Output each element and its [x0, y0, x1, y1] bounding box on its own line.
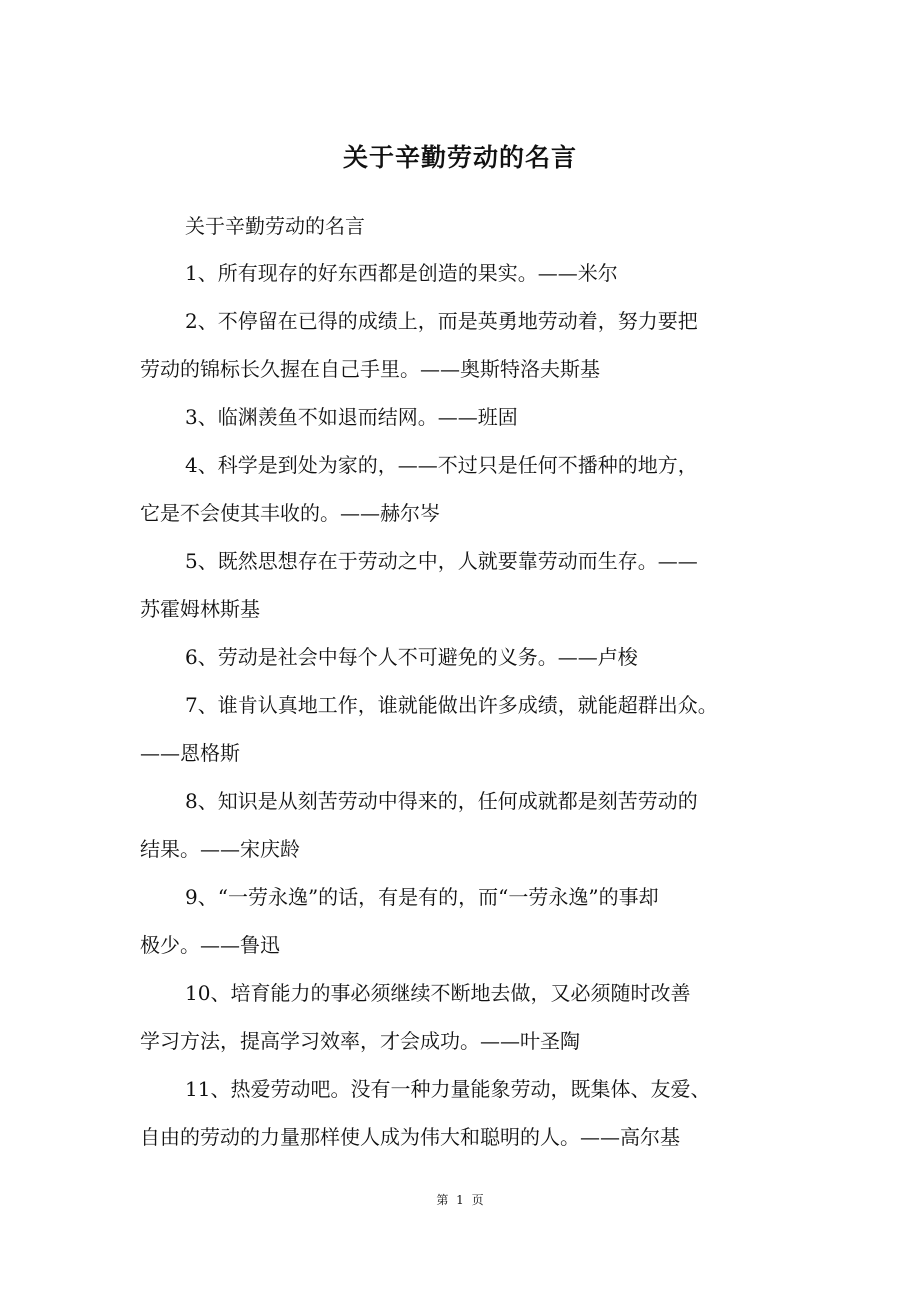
quote-5-line-1: 5、既然思想存在于劳动之中，人就要靠劳动而生存。——	[185, 549, 698, 573]
subtitle-line: 关于辛勤劳动的名言	[185, 214, 365, 238]
quote-5-line-2: 苏霍姆林斯基	[140, 597, 260, 621]
quote-11-line-1: 11、热爱劳动吧。没有一种力量能象劳动，既集体、友爱、	[185, 1077, 711, 1101]
quote-4-line-2: 它是不会使其丰收的。——赫尔岑	[140, 501, 440, 525]
quote-10-line-2: 学习方法，提高学习效率，才会成功。——叶圣陶	[140, 1029, 580, 1053]
quote-9-line-2: 极少。——鲁迅	[140, 933, 280, 957]
quote-10-line-1: 10、培育能力的事必须继续不断地去做，又必须随时改善	[185, 981, 691, 1005]
quote-8-line-1: 8、知识是从刻苦劳动中得来的，任何成就都是刻苦劳动的	[185, 789, 698, 813]
quote-7-line-1: 7、谁肯认真地工作，谁就能做出许多成绩，就能超群出众。	[185, 693, 718, 717]
quote-8-line-2: 结果。——宋庆龄	[140, 837, 300, 861]
quote-3-line-1: 3、临渊羡鱼不如退而结网。——班固	[185, 405, 518, 429]
quote-4-line-1: 4、科学是到处为家的，——不过只是任何不播种的地方，	[185, 453, 698, 477]
page-title: 关于辛勤劳动的名言	[342, 143, 577, 172]
page-footer	[0, 1192, 920, 1208]
footer-page-number: 1	[456, 1193, 464, 1207]
quote-1-line-1: 1、所有现存的好东西都是创造的果实。——米尔	[185, 261, 618, 285]
footer-prefix: 第	[436, 1193, 449, 1207]
quote-11-line-2: 自由的劳动的力量那样使人成为伟大和聪明的人。——高尔基	[140, 1125, 680, 1149]
quote-2-line-1: 2、不停留在已得的成绩上，而是英勇地劳动着，努力要把	[185, 309, 698, 333]
quote-2-line-2: 劳动的锦标长久握在自己手里。——奥斯特洛夫斯基	[140, 357, 600, 381]
quote-7-line-2: ——恩格斯	[140, 741, 240, 765]
footer-suffix: 页	[471, 1193, 484, 1207]
quote-9-line-1: 9、“一劳永逸”的话，有是有的，而“一劳永逸”的事却	[185, 885, 659, 909]
quote-6-line-1: 6、劳动是社会中每个人不可避免的义务。——卢梭	[185, 645, 638, 669]
